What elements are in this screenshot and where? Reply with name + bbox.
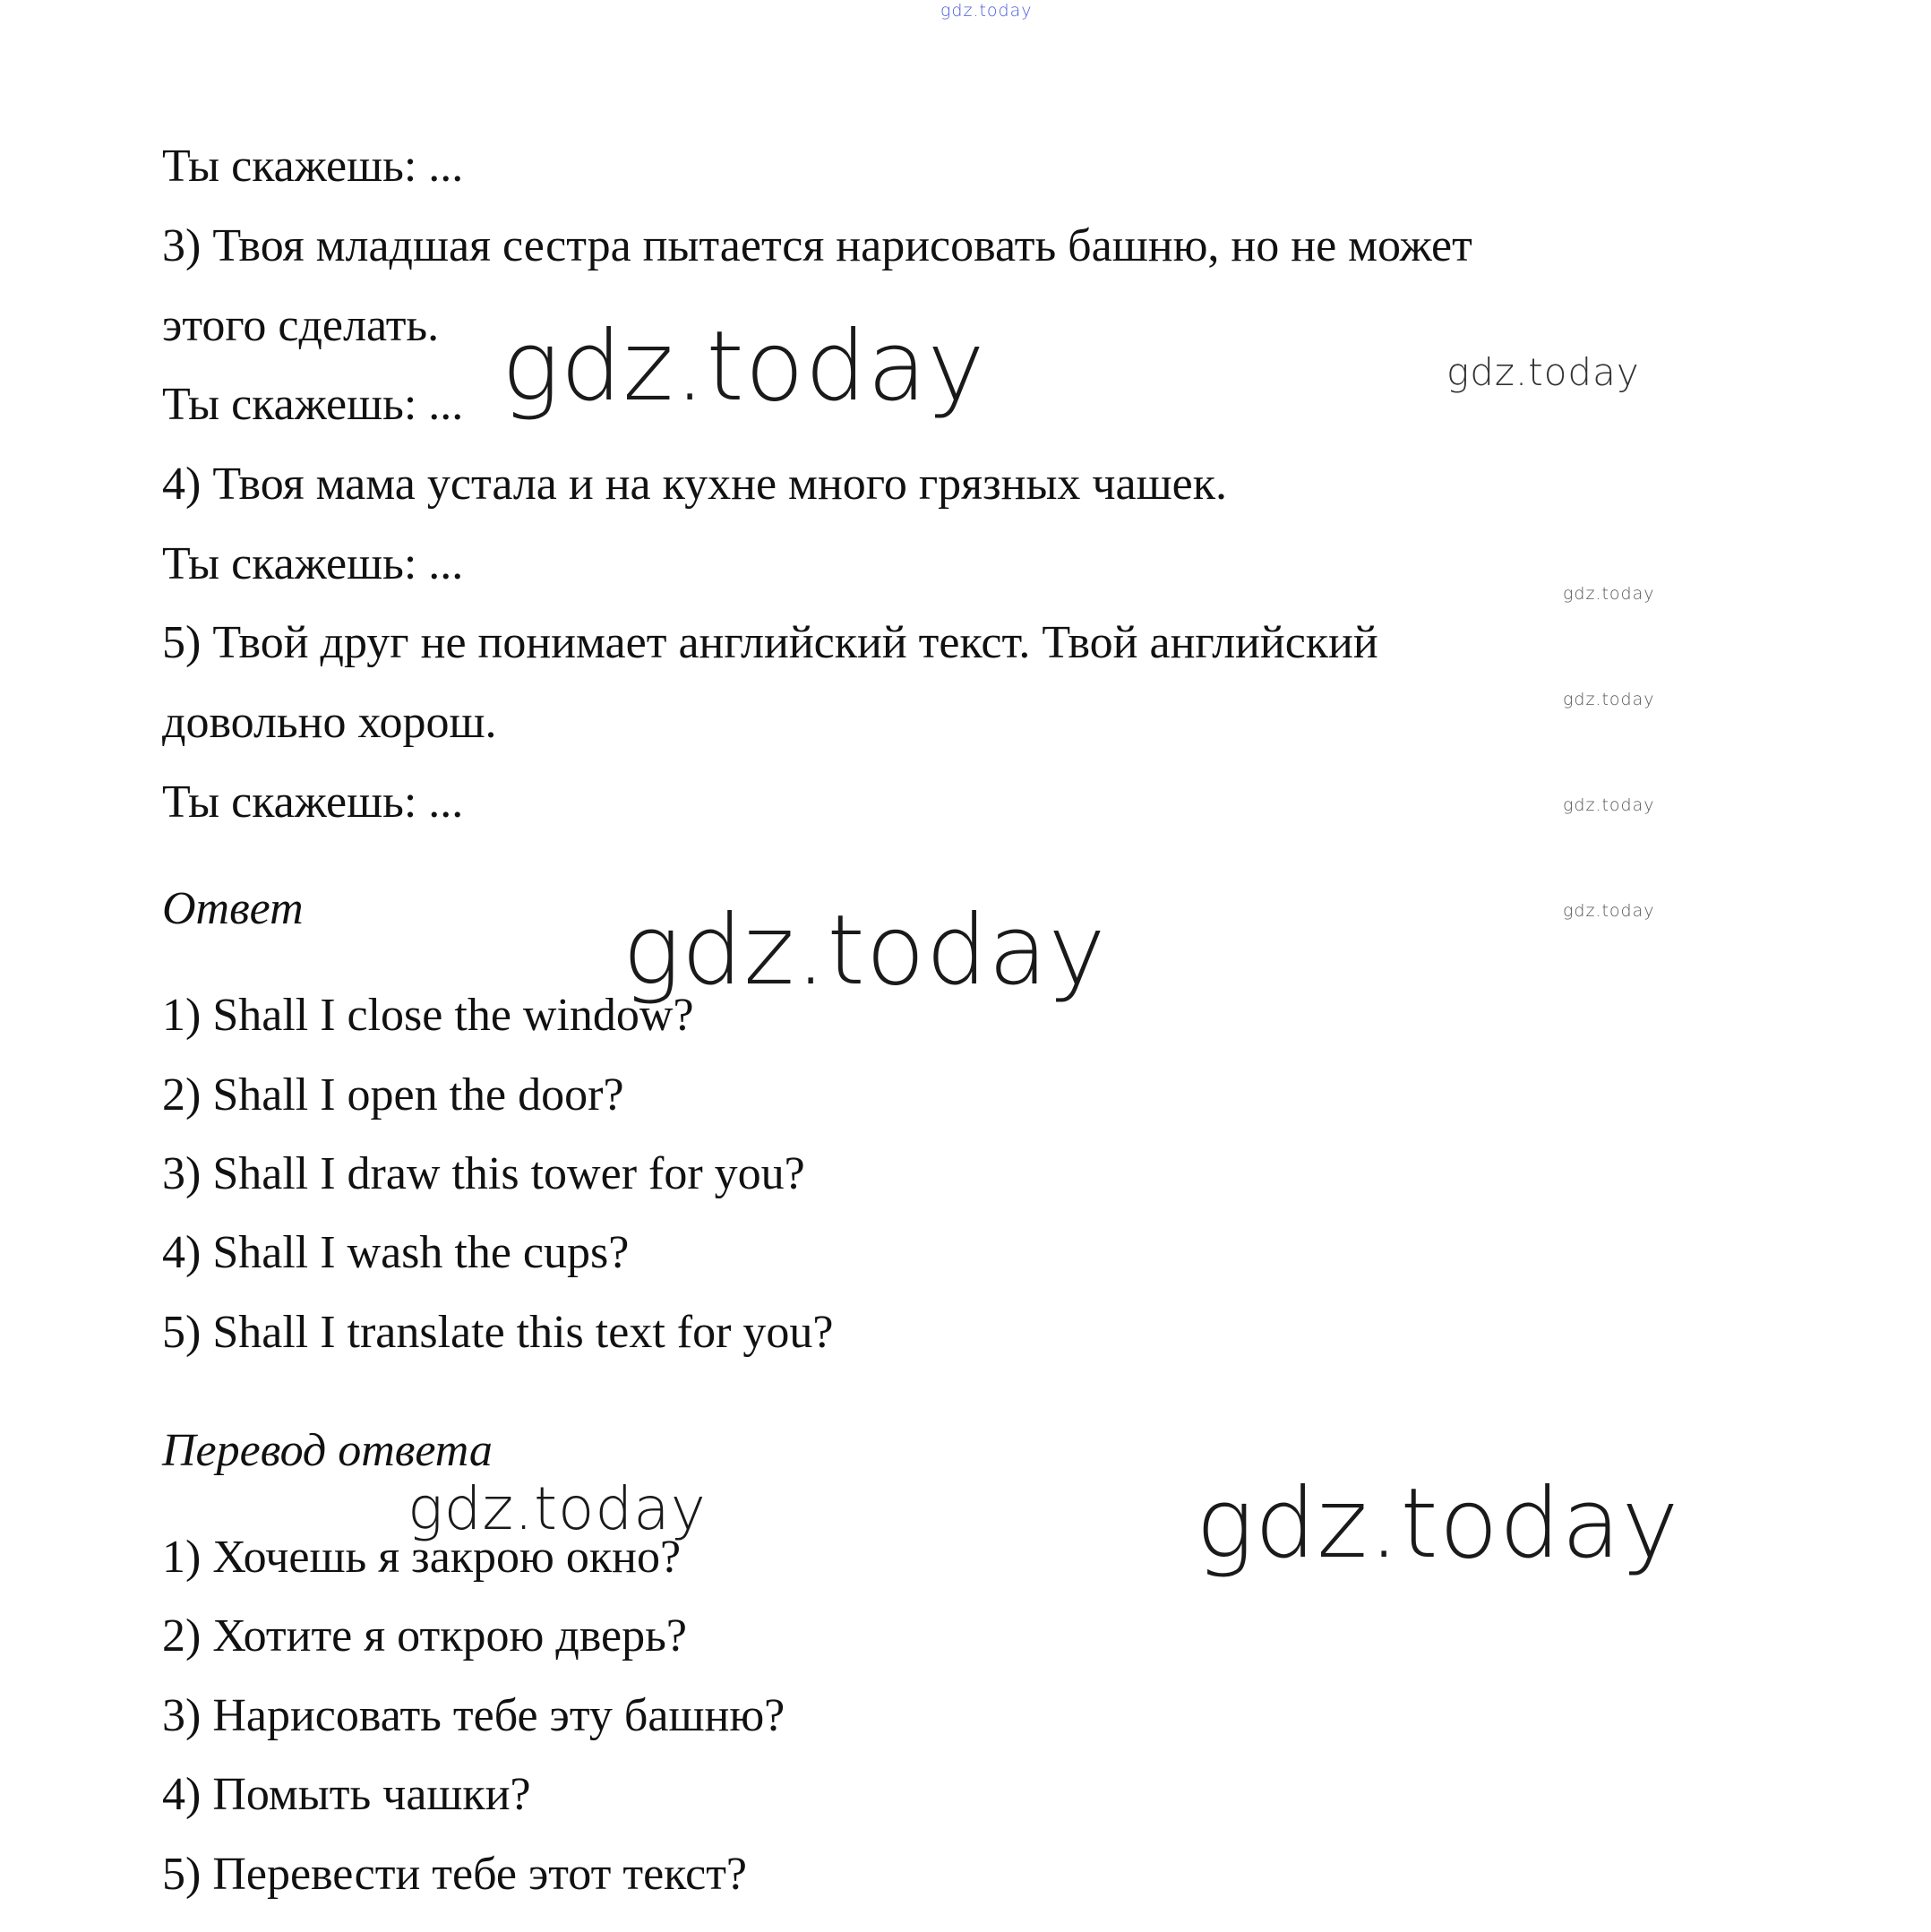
exercise-line: Ты скажешь: ... [162,777,464,828]
watermark-top: gdz.today [940,1,1033,21]
answer-item: 2) Shall I open the door? [162,1069,624,1121]
watermark-small: gdz.today [1563,584,1655,604]
exercise-line: 3) Твоя младшая сестра пытается нарисовать башню, но не может [162,220,1472,271]
exercise-line: 5) Твой друг не понимает английский текст. Твой английский [162,617,1378,668]
watermark-small: gdz.today [1563,690,1655,709]
answer-heading: Ответ [162,883,304,934]
watermark-small: gdz.today [1563,901,1655,921]
translation-heading: Перевод ответа [162,1425,493,1476]
watermark-large: gdz.today [622,895,1107,1007]
watermark-large: gdz.today [408,1474,707,1543]
watermark-small: gdz.today [1563,795,1655,815]
exercise-line: довольно хорош. [162,697,497,748]
exercise-line: 4) Твоя мама устала и на кухне много грязных чашек. [162,459,1227,510]
answer-item: 1) Shall I close the window? [162,990,694,1041]
exercise-line: Ты скажешь: ... [162,538,464,589]
watermark-large: gdz.today [502,311,986,423]
translation-item: 1) Хочешь я закрою окно? [162,1532,682,1583]
exercise-line: Ты скажешь: ... [162,379,464,430]
exercise-line: Ты скажешь: ... [162,141,464,192]
translation-item: 4) Помыть чашки? [162,1769,531,1820]
translation-item: 5) Перевести тебе этот текст? [162,1849,747,1900]
watermark-medium: gdz.today [1446,350,1640,394]
answer-item: 4) Shall I wash the cups? [162,1227,630,1278]
translation-item: 3) Нарисовать тебе эту башню? [162,1690,785,1741]
exercise-line: этого сделать. [162,300,440,351]
answer-item: 3) Shall I draw this tower for you? [162,1148,805,1199]
translation-item: 2) Хотите я открою дверь? [162,1610,687,1662]
watermark-large: gdz.today [1196,1468,1680,1580]
answer-item: 5) Shall I translate this text for you? [162,1307,834,1358]
